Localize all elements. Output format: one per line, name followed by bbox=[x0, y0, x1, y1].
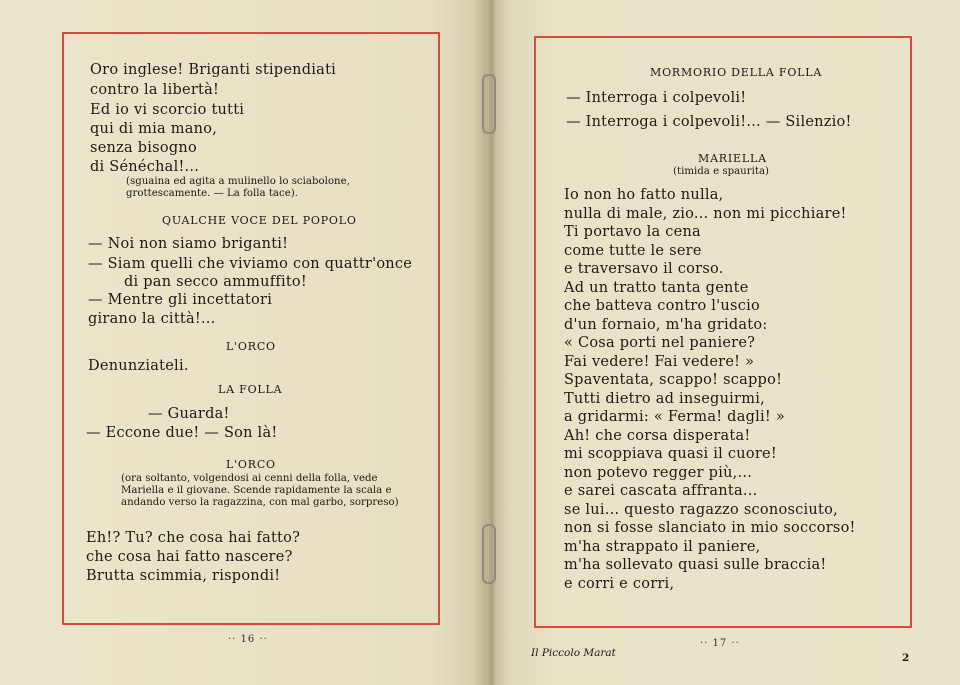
verse-line: e traversavo il corso. bbox=[564, 261, 724, 277]
verse-line: m'ha strappato il paniere, bbox=[564, 539, 761, 555]
speaker-name: LA FOLLA bbox=[218, 383, 283, 396]
verse-line: Spaventata, scappo! scappo! bbox=[564, 372, 783, 388]
verse-line: — Siam quelli che viviamo con quattr'once bbox=[88, 256, 413, 272]
verse-line: senza bisogno bbox=[90, 140, 197, 156]
verse-line: — Eccone due! — Son là! bbox=[86, 425, 278, 441]
verse-line: « Cosa porti nel paniere? bbox=[564, 335, 756, 351]
verse-line: Denunziateli. bbox=[88, 358, 189, 374]
verse-line: Brutta scimmia, rispondi! bbox=[86, 568, 281, 584]
footer-title: Il Piccolo Marat bbox=[531, 647, 616, 659]
verse-line: Io non ho fatto nulla, bbox=[564, 187, 724, 203]
verse-line: Ah! che corsa disperata! bbox=[564, 428, 751, 444]
verse-line: d'un fornaio, m'ha gridato: bbox=[564, 317, 768, 333]
speaker-name: QUALCHE VOCE DEL POPOLO bbox=[162, 214, 357, 227]
verse-line: — Interroga i colpevoli! bbox=[566, 90, 747, 106]
page-number: ·· 16 ·· bbox=[228, 634, 268, 645]
verse-line: Ti portavo la cena bbox=[564, 224, 701, 240]
verse-line: non si fosse slanciato in mio soccorso! bbox=[564, 520, 856, 536]
verse-line: Eh!? Tu? che cosa hai fatto? bbox=[86, 530, 301, 546]
verse-line: Ad un tratto tanta gente bbox=[564, 280, 749, 296]
page-number: ·· 17 ·· bbox=[700, 638, 740, 649]
verse-line: a gridarmi: « Ferma! dagli! » bbox=[564, 409, 785, 425]
verse-line: — Noi non siamo briganti! bbox=[88, 236, 289, 252]
speaker-name: MORMORIO DELLA FOLLA bbox=[650, 66, 823, 79]
verse-line: Fai vedere! Fai vedere! » bbox=[564, 354, 755, 370]
verse-line: che batteva contro l'uscio bbox=[564, 298, 760, 314]
signature-number: 2 bbox=[902, 652, 910, 664]
speaker-name: L'ORCO bbox=[226, 340, 276, 353]
verse-line: di Sénéchal!... bbox=[90, 159, 200, 175]
verse-line: Tutti dietro ad inseguirmi, bbox=[564, 391, 765, 407]
verse-line: — Mentre gli incettatori bbox=[88, 292, 273, 308]
verse-line: di pan secco ammuffito! bbox=[124, 274, 307, 290]
speaker-name: MARIELLA bbox=[698, 152, 767, 165]
verse-line: m'ha sollevato quasi sulle braccia! bbox=[564, 557, 827, 573]
verse-line: qui di mia mano, bbox=[90, 121, 218, 137]
verse-line: nulla di male, zio... non mi picchiare! bbox=[564, 206, 847, 222]
verse-line: contro la libertà! bbox=[90, 82, 220, 98]
staple-top bbox=[482, 74, 496, 134]
verse-line: — Guarda! bbox=[148, 406, 230, 422]
speaker-name: L'ORCO bbox=[226, 458, 276, 471]
stage-direction: (sguaina ed agita a mulinello lo sciabolone, grottescamente. — La folla tace). bbox=[126, 176, 350, 199]
verse-line: non potevo regger più,... bbox=[564, 465, 753, 481]
verse-line: — Interroga i colpevoli!... — Silenzio! bbox=[566, 114, 852, 130]
stage-direction: (ora soltanto, volgendosi ai cenni della folla, vede Mariella e il giovane. Scende rapidamente la scala e andando verso la ragazzina, con mal garbo, sorpreso) bbox=[121, 473, 399, 508]
verse-line: come tutte le sere bbox=[564, 243, 702, 259]
verse-line: se lui... questo ragazzo sconosciuto, bbox=[564, 502, 838, 518]
verse-line: e corri e corri, bbox=[564, 576, 675, 592]
verse-line: che cosa hai fatto nascere? bbox=[86, 549, 293, 565]
verse-line: Ed io vi scorcio tutti bbox=[90, 102, 245, 118]
speaker-note: (timida e spaurita) bbox=[673, 166, 770, 177]
staple-bottom bbox=[482, 524, 496, 584]
verse-line: mi scoppiava quasi il cuore! bbox=[564, 446, 777, 462]
verse-line: Oro inglese! Briganti stipendiati bbox=[90, 62, 337, 78]
verse-line: e sarei cascata affranta... bbox=[564, 483, 758, 499]
verse-line: girano la città!... bbox=[88, 311, 216, 327]
